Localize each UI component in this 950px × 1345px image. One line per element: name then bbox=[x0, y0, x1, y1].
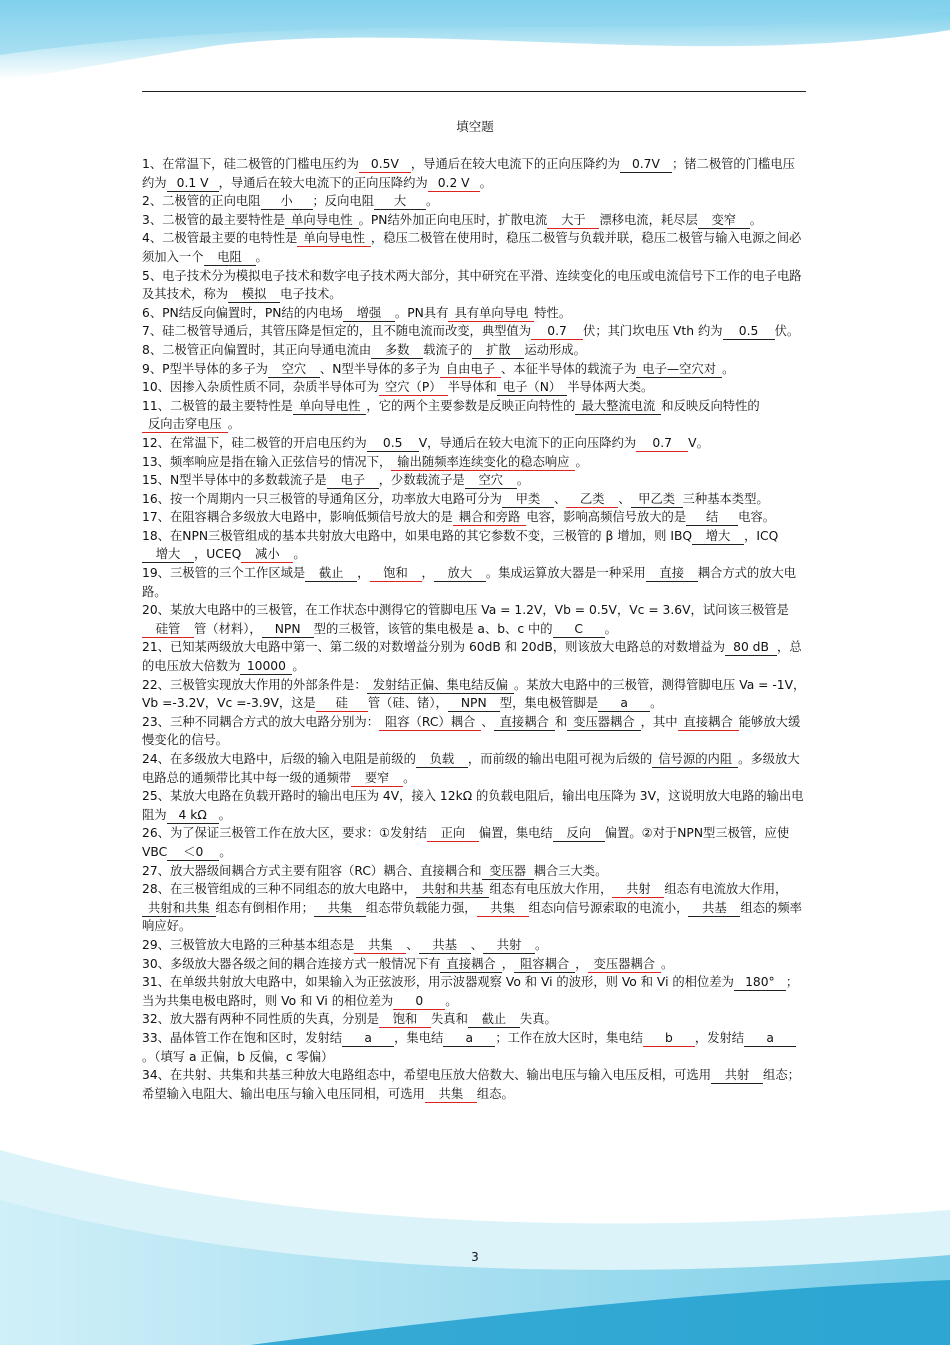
answer-blank: 空穴（P） bbox=[379, 380, 448, 396]
question-item bbox=[142, 267, 806, 304]
question-text: ，而前级的输出电阻可视为后级的 bbox=[467, 752, 653, 766]
question-text: 33、晶体管工作在饱和区时，发射结 bbox=[142, 1030, 343, 1045]
question-text: ；工作在放大区时，集电结 bbox=[495, 1030, 643, 1045]
answer-blank: 反向击穿电压 bbox=[142, 417, 228, 433]
question-text: ， bbox=[421, 566, 434, 581]
answer-blank: 直接耦合 bbox=[440, 957, 501, 973]
question-text: 12、在常温下，硅二极管的开启电压约为 bbox=[142, 435, 367, 450]
question-text: 。 bbox=[445, 993, 458, 1008]
answer-blank: C bbox=[553, 622, 605, 638]
question-text: 特性。 bbox=[534, 305, 572, 320]
answer-blank: 硅 bbox=[316, 696, 368, 712]
answer-blank: 甲乙类 bbox=[631, 492, 683, 508]
question-text: 3、二极管的最主要特性是 bbox=[142, 212, 286, 227]
answer-blank: 10000 bbox=[240, 659, 292, 675]
question-text: 耦合三大类。 bbox=[533, 863, 608, 878]
question-text: 、 bbox=[553, 491, 567, 506]
question-item bbox=[142, 601, 806, 638]
question-text: ；锗二极管的门槛电压约为 bbox=[142, 157, 795, 190]
question-text: 19、三极管的三个工作区域是 bbox=[142, 566, 306, 581]
question-text: 载流子的 bbox=[423, 342, 473, 357]
answer-blank: 扩散 bbox=[472, 343, 524, 359]
answer-blank: 单向导电性 bbox=[285, 213, 359, 229]
question-text: 8、二极管正向偏置时，其正向导通电流由 bbox=[142, 342, 372, 357]
question-text: 和反映反向特性的 bbox=[661, 398, 760, 413]
answer-blank: 最大整流电流 bbox=[575, 399, 661, 415]
question-text: 失真。 bbox=[519, 1012, 557, 1027]
answer-blank: 发射结正偏、集电结反偏 bbox=[367, 678, 514, 694]
answer-blank: 乙类 bbox=[566, 492, 618, 508]
answer-blank: 阻容耦合 bbox=[514, 957, 575, 973]
question-item bbox=[142, 527, 806, 564]
question-text: 20、某放大电路中的三极管，在工作状态中测得它的管脚电压 Va = 1.2V，Vb = 0.5V，Vc = 3.6V，试问该三极管是 bbox=[142, 603, 789, 618]
answer-blank: 饱和 bbox=[379, 1012, 431, 1028]
question-item bbox=[142, 1029, 806, 1066]
answer-blank: 减小 bbox=[241, 547, 293, 563]
question-text: 组态有倒相作用； bbox=[215, 900, 314, 915]
question-item bbox=[142, 471, 806, 490]
answer-blank: 电子 bbox=[327, 473, 379, 489]
answer-blank: 4 kΩ bbox=[167, 808, 219, 824]
answer-blank: 直接 bbox=[646, 566, 698, 582]
question-text: 、 bbox=[618, 491, 631, 506]
answer-blank: 负载 bbox=[416, 752, 468, 768]
question-text: ，少数载流子是 bbox=[378, 473, 465, 488]
answer-blank: 要窄 bbox=[351, 771, 403, 787]
answer-blank: 变压器 bbox=[482, 864, 534, 880]
answer-blank: 空穴 bbox=[268, 362, 320, 378]
question-item bbox=[142, 1010, 806, 1029]
answer-blank: 截止 bbox=[468, 1012, 520, 1028]
page-number: 3 bbox=[471, 1250, 479, 1264]
answer-blank: 共射 bbox=[483, 938, 535, 954]
question-text: 失真和 bbox=[431, 1012, 468, 1027]
answer-blank: 直接耦合 bbox=[494, 715, 555, 731]
answer-blank: 多数 bbox=[371, 343, 423, 359]
question-item bbox=[142, 304, 806, 323]
question-item bbox=[142, 192, 806, 211]
question-text: 17、在阻容耦合多级放大电路中，影响低频信号放大的是 bbox=[142, 510, 453, 525]
question-text: 31、在单级共射放大电路中，如果输入为正弦波形，用示波器观察 Vo 和 Vi 的波形，则 Vo 和 Vi 的相位差为 bbox=[142, 975, 734, 990]
question-item bbox=[142, 490, 806, 509]
question-text: 偏置。②对于NPN型三极管，应使 VBC bbox=[142, 826, 790, 859]
question-text: 型，集电极管脚是 bbox=[499, 696, 599, 711]
question-text: 。 bbox=[650, 696, 663, 711]
question-text: 。 bbox=[604, 621, 617, 636]
question-text: 。 bbox=[426, 194, 439, 209]
question-text: 。 bbox=[722, 361, 735, 376]
question-text: 15、N型半导体中的多数载流子是 bbox=[142, 473, 327, 488]
question-text: 21、已知某两级放大电路中第一、第二级的对数增益分别为 60dB 和 20dB，则该放大电路总的对数增益为 bbox=[142, 640, 726, 655]
answer-blank: 信号源的内阻 bbox=[652, 752, 738, 768]
question-text: 1、在常温下，硅二极管的门槛电压约为 bbox=[142, 157, 359, 171]
question-text: 26、为了保证三极管工作在放大区，要求：①发射结 bbox=[142, 826, 427, 841]
answer-blank: 0.5 bbox=[723, 324, 775, 340]
question-text: 5、电子技术分为模拟电子技术和数字电子技术两大部分，其中研究在平滑、连续变化的电压或电流信号下工作的电子电路及其技术，称为 bbox=[142, 268, 802, 302]
question-item bbox=[142, 750, 806, 787]
question-item bbox=[142, 1066, 806, 1103]
question-text: 。 bbox=[227, 417, 241, 432]
question-text: 11、二极管的最主要特性是 bbox=[142, 398, 293, 413]
question-text: 。 bbox=[535, 937, 548, 952]
answer-blank: 甲类 bbox=[502, 492, 554, 508]
question-text: 。 bbox=[292, 659, 305, 674]
question-text: 运动形成。 bbox=[524, 342, 586, 357]
answer-blank: 大 bbox=[374, 194, 426, 210]
question-text: ，ICQ bbox=[744, 528, 779, 543]
answer-blank: 0.5V bbox=[359, 157, 411, 173]
question-text: 组态向信号源索取的电流小， bbox=[528, 900, 689, 915]
question-text: 偏置，集电结 bbox=[478, 826, 553, 841]
question-text: 三种基本类型。 bbox=[682, 491, 769, 506]
answer-blank: 电子—空穴对 bbox=[636, 362, 722, 378]
question-text: 。 bbox=[516, 473, 530, 488]
question-item bbox=[142, 322, 806, 341]
answer-blank: 增大 bbox=[692, 529, 744, 545]
answer-blank: 增大 bbox=[142, 547, 194, 563]
answer-blank: 增强 bbox=[343, 306, 395, 322]
question-text: V，导通后在较大电流下的正向压降约为 bbox=[418, 435, 637, 450]
question-text: V。 bbox=[688, 435, 709, 450]
question-item bbox=[142, 453, 806, 472]
question-item bbox=[142, 397, 806, 434]
answer-blank: 共射 bbox=[612, 882, 664, 898]
question-text: 28、在三极管组成的三种不同组态的放大电路中， bbox=[142, 882, 416, 897]
question-text: 、 bbox=[481, 714, 494, 729]
question-item bbox=[142, 973, 806, 1010]
question-text: 管（材料）， bbox=[194, 621, 262, 636]
answer-blank: 具有单向导电 bbox=[448, 306, 534, 322]
question-text: 。 bbox=[403, 770, 416, 785]
question-text: 。某放大电路中的三极管，测得管脚电压 Va = -1V，Vb =-3.2V，Vc =-3.9V，这是 bbox=[142, 677, 806, 711]
answer-blank: 变压器耦合 bbox=[588, 957, 662, 973]
answer-blank: a bbox=[443, 1031, 495, 1047]
question-item bbox=[142, 508, 806, 527]
question-item bbox=[142, 434, 806, 453]
answer-blank: 变压器耦合 bbox=[567, 715, 641, 731]
question-text: 组态。 bbox=[476, 1086, 514, 1101]
question-text: 能够放大缓慢变化的信号。 bbox=[142, 714, 801, 748]
question-text: 。 bbox=[293, 547, 306, 562]
question-text: ，导通后在较大电流下的正向压降约为 bbox=[218, 175, 428, 190]
question-text: 组态有电压放大作用， bbox=[489, 882, 613, 897]
question-item bbox=[142, 211, 806, 230]
question-text: 10、因掺入杂质性质不同，杂质半导体可为 bbox=[142, 380, 379, 395]
question-text: 漂移电流，耗尽层 bbox=[599, 212, 698, 227]
question-text: 半导体两大类。 bbox=[567, 380, 654, 395]
answer-blank: a bbox=[744, 1031, 796, 1047]
question-item bbox=[142, 360, 806, 379]
answer-blank: 变窄 bbox=[698, 213, 750, 229]
question-text: 、本征半导体的载流子为 bbox=[501, 361, 637, 376]
question-text: 。 bbox=[749, 212, 763, 227]
question-item bbox=[142, 862, 806, 881]
answer-blank: 80 dB bbox=[725, 640, 777, 656]
question-text: 。 bbox=[219, 844, 232, 859]
question-text: 组态带负载能力强， bbox=[365, 900, 477, 915]
answer-blank: 单向导电性 bbox=[297, 231, 371, 247]
question-text: 组态有电流放大作用， bbox=[664, 882, 788, 897]
answer-blank: 共集 bbox=[314, 901, 366, 917]
question-text: ，其中 bbox=[640, 714, 678, 729]
question-text: 电子技术。 bbox=[280, 287, 342, 302]
answer-blank: 输出随频率连续变化的稳态响应 bbox=[391, 455, 575, 471]
question-item bbox=[142, 936, 806, 955]
answer-blank: b bbox=[643, 1031, 695, 1047]
question-text: 。 bbox=[575, 454, 588, 469]
answer-blank: 共集 bbox=[477, 901, 529, 917]
answer-blank: 0.2 V bbox=[428, 176, 480, 192]
question-text: ，发射结 bbox=[694, 1030, 745, 1045]
question-text: ， bbox=[575, 956, 588, 971]
question-text: 和 bbox=[554, 714, 568, 729]
answer-blank: 饱和 bbox=[370, 566, 422, 582]
question-item bbox=[142, 824, 806, 861]
answer-blank: 大于 bbox=[547, 213, 599, 229]
question-text: 。多级放大电路总的通频带比其中每一级的通频带 bbox=[142, 752, 800, 785]
question-text: 电容。 bbox=[738, 510, 776, 525]
question-text: 。PN结外加正向电压时，扩散电流 bbox=[358, 212, 548, 227]
answer-blank: 耦合和旁路 bbox=[453, 510, 527, 526]
question-text: 32、放大器有两种不同性质的失真，分别是 bbox=[142, 1012, 379, 1027]
question-text: 伏；其门坎电压 Vth 约为 bbox=[583, 324, 723, 339]
question-text: ，稳压二极管在使用时，稳压二极管与负载并联，稳压二极管与输入电源之间必须加入一个 bbox=[142, 231, 802, 264]
question-text: 。PN具有 bbox=[394, 305, 449, 320]
answer-blank: 放大 bbox=[434, 566, 486, 582]
question-text: 。 bbox=[218, 807, 231, 822]
answer-blank: 0.7 bbox=[636, 436, 688, 452]
answer-blank: 0.1 V bbox=[167, 176, 219, 192]
answer-blank: 0.5 bbox=[367, 436, 419, 452]
answer-blank: 共集 bbox=[425, 1087, 477, 1103]
question-text: 34、在共射、共集和共基三种放大电路组态中，希望电压放大倍数大、输出电压与输入电压反相，可选用 bbox=[142, 1068, 712, 1083]
question-text: 。 bbox=[255, 249, 268, 264]
answer-blank: 空穴 bbox=[465, 473, 517, 489]
question-item bbox=[142, 955, 806, 974]
answer-blank: 电子（N） bbox=[497, 380, 567, 396]
answer-blank: 共集 bbox=[354, 938, 406, 954]
question-text: ，导通后在较大电流下的正向压降约为 bbox=[410, 157, 620, 171]
question-item bbox=[142, 378, 806, 397]
question-item bbox=[142, 229, 806, 266]
answer-blank: a bbox=[598, 696, 650, 712]
answer-blank: 0.7V bbox=[620, 157, 672, 173]
question-text: 23、三种不同耦合方式的放大电路分别为： bbox=[142, 714, 379, 729]
question-text: 。 bbox=[661, 956, 674, 971]
answer-blank: 0.7 bbox=[531, 324, 583, 340]
answer-blank: 正向 bbox=[427, 826, 479, 842]
question-text: 电容，影响高频信号放大的是 bbox=[526, 510, 687, 525]
question-text: 4、二极管最主要的电特性是 bbox=[142, 231, 298, 246]
question-text: 、 bbox=[406, 937, 419, 952]
question-text: ， bbox=[357, 566, 370, 581]
question-text: ，总的电压放大倍数为 bbox=[142, 640, 802, 674]
answer-blank: 自由电子 bbox=[440, 362, 501, 378]
question-text: 组态；希望输入电阻大、输出电压与输入电压同相，可选用 bbox=[142, 1068, 800, 1101]
question-item bbox=[142, 638, 806, 675]
question-text: 16、按一个周期内一只三极管的导通角区分，功率放大电路可分为 bbox=[142, 491, 502, 506]
question-text: 7、硅二极管导通后，其管压降是恒定的，且不随电流而改变，典型值为 bbox=[142, 324, 532, 339]
question-text: 。 bbox=[479, 175, 492, 190]
question-item bbox=[142, 341, 806, 360]
question-text: 25、某放大电路在负载开路时的输出电压为 4V，接入 12kΩ 的负载电阻后，输出电压降为 3V，这说明放大电路的输出电阻为 bbox=[142, 789, 804, 822]
question-text: ，它的两个主要参数是反映正向特性的 bbox=[366, 398, 576, 413]
question-text: ；反向电阻 bbox=[312, 194, 374, 209]
answer-blank: 共基 bbox=[419, 938, 471, 954]
question-text: 30、多级放大器各级之间的耦合连接方式一般情况下有 bbox=[142, 956, 441, 971]
answer-blank: 模拟 bbox=[228, 287, 280, 303]
question-text: 耦合方式的放大电路。 bbox=[142, 566, 797, 599]
question-text: 伏。 bbox=[774, 324, 800, 339]
answer-blank: 共射和共集 bbox=[142, 901, 216, 917]
header-rule bbox=[142, 91, 806, 92]
question-item bbox=[142, 155, 806, 192]
question-item bbox=[142, 880, 806, 936]
question-text: 24、在多级放大电路中，后级的输入电阻是前级的 bbox=[142, 752, 416, 766]
question-list bbox=[142, 155, 806, 1103]
answer-blank: 电阻 bbox=[204, 250, 256, 266]
answer-blank: 共基 bbox=[688, 901, 740, 917]
question-text: 。（填写 a 正偏，b 反偏，c 零偏） bbox=[142, 1049, 334, 1064]
answer-blank: ＜0 bbox=[167, 845, 219, 861]
question-text: 管（硅、锗）， bbox=[367, 696, 448, 711]
answer-blank: 共射和共基 bbox=[416, 882, 490, 898]
answer-blank: 截止 bbox=[305, 566, 357, 582]
answer-blank: 硅管 bbox=[142, 622, 194, 638]
question-item bbox=[142, 787, 806, 824]
question-text: ；当为共集电极电路时，则 Vo 和 Vi 的相位差为 bbox=[142, 975, 799, 1008]
question-text: 、N型半导体的多子为 bbox=[319, 361, 440, 376]
question-text: 型的三极管，该管的集电极是 a、b、c 中的 bbox=[313, 621, 553, 636]
answer-blank: 单向导电性 bbox=[293, 399, 367, 415]
question-item bbox=[142, 713, 806, 750]
answer-blank: 结 bbox=[686, 510, 738, 526]
question-text: 组态的频率响应好。 bbox=[142, 900, 802, 934]
answer-blank: 小 bbox=[261, 194, 313, 210]
question-item bbox=[142, 564, 806, 601]
question-text: 29、三极管放大电路的三种基本组态是 bbox=[142, 937, 355, 952]
question-text: 22、三极管实现放大作用的外部条件是： bbox=[142, 677, 367, 692]
question-text: ， bbox=[501, 956, 514, 971]
question-text: 27、放大器级间耦合方式主要有阻容（RC）耦合、直接耦合和 bbox=[142, 863, 482, 878]
question-text: 半导体和 bbox=[447, 380, 497, 395]
question-text: 6、PN结反向偏置时，PN结的内电场 bbox=[142, 305, 343, 320]
answer-blank: 0 bbox=[393, 994, 445, 1010]
question-text: 、 bbox=[470, 937, 484, 952]
question-text: 2、二极管的正向电阻 bbox=[142, 194, 261, 209]
answer-blank: NPN bbox=[262, 622, 314, 638]
answer-blank: NPN bbox=[448, 696, 500, 712]
page-title: 填空题 bbox=[456, 119, 494, 134]
question-text: 9、P型半导体的多子为 bbox=[142, 361, 268, 376]
question-text: 18、在NPN三极管组成的基本共射放大电路中，如果电路的其它参数不变，三极管的 β 增加，则 IBQ bbox=[142, 528, 693, 543]
answer-blank: 阻容（RC）耦合 bbox=[379, 715, 481, 731]
answer-blank: 反向 bbox=[553, 826, 605, 842]
answer-blank: 直接耦合 bbox=[678, 715, 739, 731]
question-text: ，UCEQ bbox=[194, 547, 242, 562]
answer-blank: 180° bbox=[734, 975, 786, 991]
question-text: 。集成运算放大器是一种采用 bbox=[485, 566, 646, 581]
answer-blank: a bbox=[342, 1031, 394, 1047]
question-text: ，集电结 bbox=[394, 1030, 444, 1045]
answer-blank: 共射 bbox=[711, 1068, 763, 1084]
question-text: 13、频率响应是指在输入正弦信号的情况下， bbox=[142, 454, 392, 469]
question-item bbox=[142, 676, 806, 713]
